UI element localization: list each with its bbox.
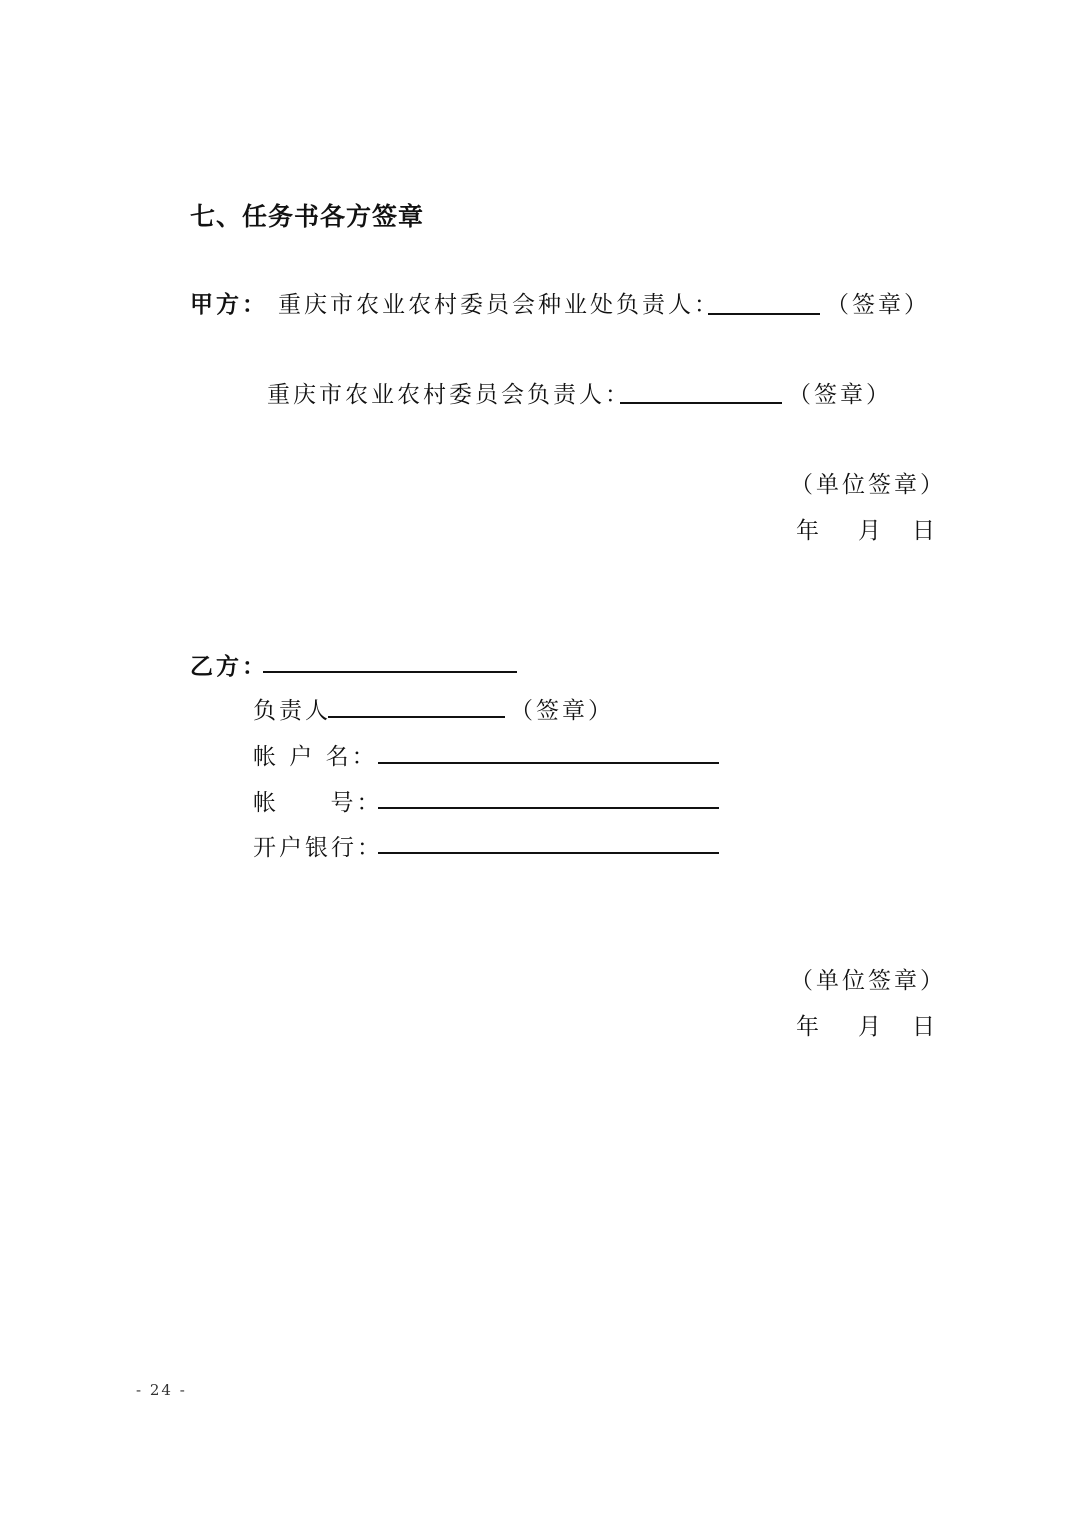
party-b-responsible-seal-note: （签章）: [510, 698, 614, 724]
party-b-account-name-line[interactable]: [378, 762, 719, 764]
party-a-date-day: 日: [912, 518, 938, 544]
party-b-bank-label: 开户银行：: [253, 835, 383, 861]
party-b-responsible-signature-line[interactable]: [328, 716, 505, 718]
party-a-label: 甲方：: [190, 292, 268, 318]
party-b-responsible-label: 负责人: [253, 698, 331, 724]
party-b-date-year: 年: [796, 1014, 822, 1040]
page-number: - 24 -: [136, 1381, 187, 1399]
party-a-division-head-seal-note: （签章）: [826, 292, 930, 318]
section-heading: 七、任务书各方签章: [190, 202, 425, 231]
party-b-account-number-label: 帐 号：: [253, 790, 383, 816]
party-b-date-month: 月: [858, 1014, 884, 1040]
party-b-account-number-line[interactable]: [378, 807, 719, 809]
party-b-unit-seal: （单位签章）: [790, 968, 946, 994]
party-b-label: 乙方：: [190, 654, 268, 680]
party-a-committee-head-seal-note: （签章）: [788, 382, 892, 408]
party-b-bank-line[interactable]: [378, 852, 719, 854]
party-a-date-month: 月: [858, 518, 884, 544]
party-b-name-line[interactable]: [263, 671, 517, 673]
party-a-division-head-label: 重庆市农业农村委员会种业处负责人：: [278, 292, 720, 318]
party-a-date-year: 年: [796, 518, 822, 544]
party-a-committee-head-signature-line[interactable]: [620, 402, 782, 404]
party-a-committee-head-label: 重庆市农业农村委员会负责人：: [267, 382, 631, 408]
party-b-date-day: 日: [912, 1014, 938, 1040]
party-a-division-head-signature-line[interactable]: [708, 313, 820, 315]
party-a-unit-seal: （单位签章）: [790, 472, 946, 498]
party-b-account-name-label: 帐 户 名：: [253, 744, 378, 770]
